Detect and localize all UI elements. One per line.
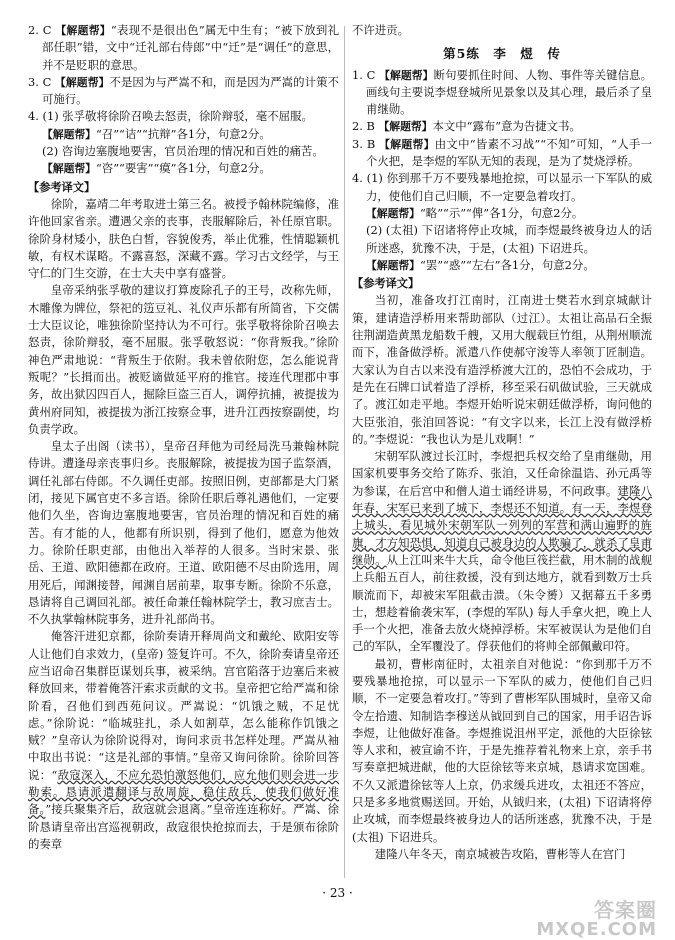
translation-paragraph: 当初，准备攻打江南时，江南进士樊若水到京城献计策，建请造浮桥用来帮助部队（过江）。太祖让高品石全振往荆湖造黄黑龙船数千艘，又用大舰载巨竹组，从荆州顺流而下，准备做浮桥。派遣八作使郝守浚等人率领丁匠制造。大家认为自古以来没有造浮桥渡大江的，恐怕不会成功，于是先在石牌口试着造了浮桥，移至采石矶做试验，三天就成了。渡江如走平地。李煜开始听说宋朝廷做浮桥，询问他的大臣张洎，张洎回答说：“有文字以来，长江上没有做浮桥的。”李煜说：“我也认为是儿戏啊！” (352, 293, 652, 446)
translation-paragraph: 建隆八年冬天，南京城被告攻陷，曹彬等人在宫门 (374, 846, 626, 861)
translation-paragraph-end: 不许进贡。 (352, 23, 409, 37)
translation-paragraph: 宋朝军队渡过长江时，李煜把兵权交给了皇甫继勋，用国家机要事务交给了陈乔、张洎，又任命徐温诰、孙元禹等为参谋，在后宫中和僧人道士诵经讲易，不问政事。建隆八年春，宋军已来到了城下，李煜还不知道。有一天，李煜登上城头，看见城外宋朝军队一列列的军营和满山遍野的旌旗，才方知恐惧，知道自己被身边的人欺骗了，就杀了皇甫继勋。从上江叫来牛大兵，命令他巨筏拦截，用木制的战舰上兵船五百人，前往救援，没有到达地方，就看到数万士兵顺流而下，却被宋军阻截击溃。（朱令赟）又据幕五千多勇士，想趁着偷袭宋军，(李煜的军队) 每人手拿火把，晚上人手一个火把，准备去放火烧掉浮桥。宋军被误认为是他们自己的军队，全军覆没了。俘获他们的将帅全部佩戴印符。 (352, 449, 652, 654)
scoring-key-1: 【解题帮】“略”“示”“俾”各1分，句意2分。 (366, 205, 584, 220)
scoring-key-1: 【解题帮】“召”“诘”“抗辩”各1分，句意2分。 (42, 126, 271, 141)
answer-item-4-2: (2) 咨询边塞腹地要害，官员治理的情况和百姓的痛苦。 (42, 144, 324, 159)
underlined-sentence: 建隆八年春，宋军已来到了城下，李煜还不知道。有一天，李煜登上城头，看见城外宋朝军队一列列的军营和满山遍野的旌旗，才方知恐惧，知道自己被身边的人欺骗了，就杀了皇甫继勋。 (352, 483, 652, 567)
watermark-text: 答案圈 (594, 898, 657, 922)
reference-translation-heading: 【参考译文】 (28, 180, 96, 194)
answer-item-2: 2. B 【解题帮】本文中“露布”意为告捷文书。 (352, 119, 581, 134)
translation-paragraph: 皇太子出阁（读书），皇帝召拜他为司经局洗马兼翰林院侍讲。遭逢母亲丧事归乡。丧服解除，被提拔为国子监祭酒，调任礼部右侍郎。不久调任吏部。按照旧例，吏部都是大门紧闭，接见下属官吏不多言语。徐阶任职后尊礼遇他们，一定要他们久坐，咨询边塞腹地要害，官员治理的情况和百姓的痛苦。有才能的人，他都有所识别，得到了他们，愿意为他效力。徐阶任职吏部，由他出入举荐的人很多。当时宋景、张岳、王道、欧阳德都在政府。王道、欧阳德不尽由阶选用，周用死后，闻渊接替，闻渊自居前辈，取事专断。徐阶不乐意，恳请将自己调回礼部。被任命兼任翰林院学士，教习庶吉士。不久执掌翰林院事务，进升礼部尚书。 (28, 439, 339, 627)
answer-item-4-2: (2) (太祖) 下诏诸将停止攻城，而李煜最终被身边人的话所迷惑，犹豫不决，于是，(太祖) 下诏进兵。 (366, 223, 652, 255)
translation-paragraph: 俺答汗进犯京都，徐阶奏请开释周尚文和戴纶、欧阳安等人让他们自求效力，(皇帝) 签复许可。不久，徐阶奏请皇帝还应当诏命召集群臣谋划兵事，被采纳。宫官陷落于边塞后来被释放回来，带着俺答汗索求贡献的文书。皇帝把它给严嵩和徐阶看，召他们到西苑问议。严嵩说：“饥饿之贼，不足忧虑。”徐阶说：“临城驻扎，杀人如割草，怎么能称作饥饿之贼？”皇帝认为徐阶说得对，询问求贡书怎样处理。严嵩从袖中取出书说：“这是礼部的事情。”皇帝又询问徐阶。徐阶回答说：“敌寇深入，不应允恐怕激怒他们，应允他们则会进一步勒索。恳请派遣翻译与敌周旋，稳住敌兵，使我们做好准备。”接兵聚集齐后，敌寇就会退离。”皇帝连连称好。严嵩、徐阶恳请皇帝出宫巡视朝政，敌寇很快抢掠而去，于是颁布徐阶的奏章 (28, 629, 339, 851)
translation-paragraph: 皇帝采纳张孚敬的建议打算废除孔子的王号，改称先师，木雕像为牌位，祭祀的笾豆礼、礼仪声乐都有所简省，下交儒士大臣议论，唯独徐阶坚持认为不可行。张孚敬将徐阶召唤去怒责，徐阶辩驳，毫不屈服。张孚敬怒说：“你背叛我。”徐阶神色严肃地说：“背叛生于依附。我未曾依附您，怎么能说背叛呢？”长揖而出。被贬谪做延平府的推官。接连代理郡中事务，故出狱囚四百人，掘除巨盗三百人，调停抗捕，被提拔为黄州府同知，被提拔为浙江按察佥事，进升江西按察副使，均负责学政。 (28, 283, 339, 436)
reference-translation-heading: 【参考译文】 (352, 277, 420, 291)
underlined-sentence: 敌寇深入，不应允恐怕激怒他们，应允他们则会进一步勒索。恳请派遣翻译与敌周旋，稳住敌兵，使我们做好准备。 (28, 767, 339, 817)
scoring-key-2: 【解题帮】“罢”“惑”“左右”各1分，句意2分。 (366, 257, 595, 272)
answer-item-3: 3. C 【解题帮】不是因为与严嵩不和，而是因为严嵩的计策不可施行。 (28, 74, 339, 107)
scoring-key-2: 【解题帮】“咨”“要害”“瘼”各1分，句意2分。 (42, 161, 271, 176)
column-divider (344, 26, 345, 878)
answer-item-1: 1. C 【解题帮】断句要抓住时间、人物、事件等关键信息。画线句主要说李煜登城所见景象以及其心理，最后杀了皇甫继勋。 (352, 67, 652, 117)
answer-item-4-1: 4. (1) 张孚敬将徐阶召唤去怒责，徐阶辩驳，毫不屈服。 (28, 109, 313, 124)
watermark (536, 900, 657, 940)
answer-item-3: 3. B 【解题帮】由文中“皆素不习战”“不知”可知，“人手一个火把，是李煜的军队无知的表现，是为了焚烧浮桥。 (352, 136, 653, 169)
answer-item-4-1: 4. (1) 你到那千万不要残暴地抢掠，可以显示一下军队的威力，使他们自己归顺，不一定要急着攻打。 (352, 171, 652, 203)
translation-paragraph: 最初，曹彬南征时，太祖亲自对他说：“你到那千万不要残暴地抢掠，可以显示一下军队的威力，使他们自己归顺，不一定要急着攻打。”等到了曹彬军队围城时，皇帝又命令左拾遗、知制诰李穆送从钺回到自己的国家，用手诏告诉李煜，让他做好准备。李煜推说沮州平定，派他的大臣徐铉等人求和，被宣谕不许，于是先推荐着礼物来上京，亲手书写奏章把城进献，他的大臣徐铉等来京城，恳请求宽国难。不久又派遣徐铉等人上京，仍求缓兵进攻，太祖还不答应，只是多多地赏赐送回。开始，从钺归来，(太祖) 下诏请将停止攻城，而李煜最终被身边人的话所迷惑，犹豫不决，于是(太祖) 下诏进兵。 (352, 656, 652, 844)
answer-item-2: 2. C 【解题帮】“表现不是很出色”属无中生有；“被下放到礼部任职”错，文中“迁礼部右侍郎”中“迁”是“调任”的意思，并不是贬职的意思。 (28, 23, 340, 72)
right-column (352, 22, 652, 863)
section-title: 第5练 李 煜 传 (443, 46, 561, 62)
translation-paragraph: 徐阶，嘉靖二年考取进士第三名。被授予翰林院编修，准许他回家省亲。遭遇父亲的丧事，丧服解除后，补任原官职。徐阶身材矮小，肤色白皙，容貌俊秀，举止优雅，性情聪颖机敏，有权术谋略。不露喜怒，深藏不露。学习古文经学，与王守仁的门生交游，在士大夫中享有盛誉。 (28, 196, 339, 281)
left-column (28, 22, 339, 853)
watermark-url: MXQE.COM (536, 919, 657, 940)
page-number: · 23 · (322, 886, 353, 900)
